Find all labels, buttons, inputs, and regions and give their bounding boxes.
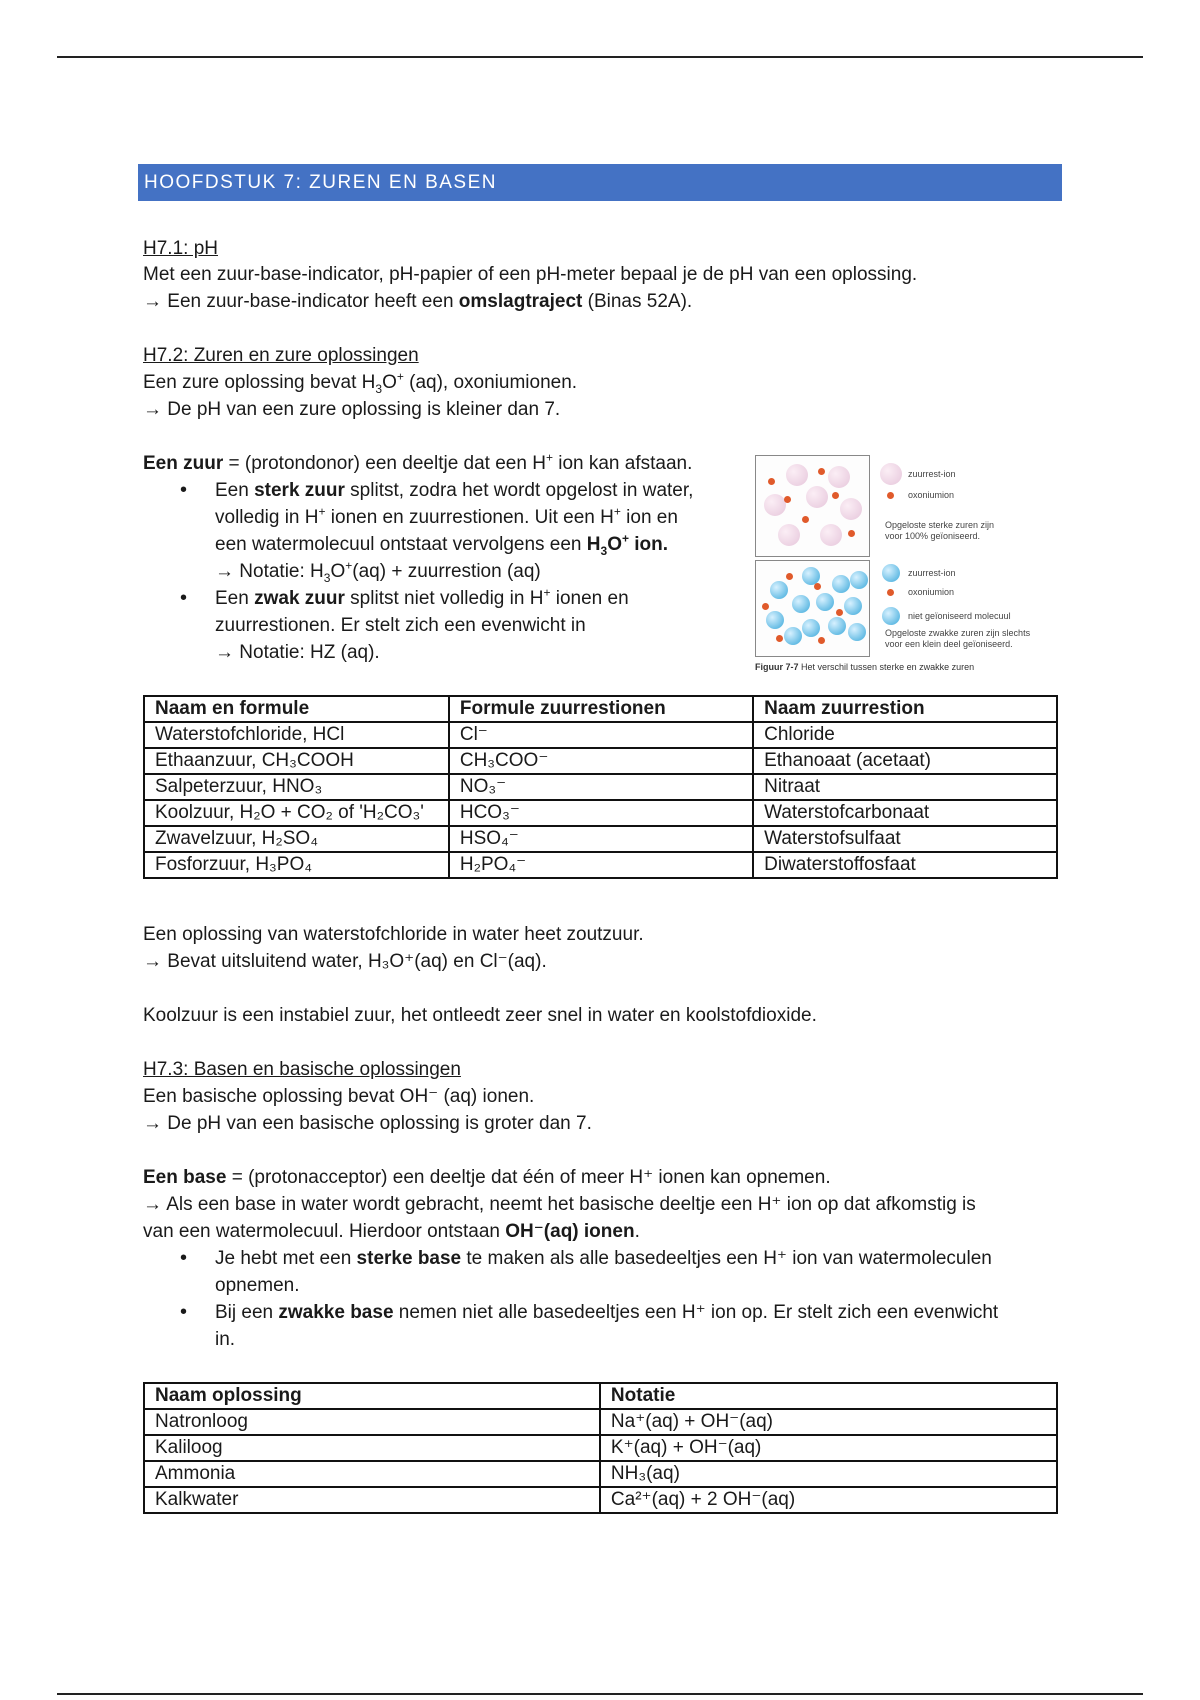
acid-ionization-figure: [755, 455, 1055, 680]
paragraph-ph-measure: Met een zuur-base-indicator, pH-papier of een pH-meter bepaal je de pH van een oplossing.: [143, 264, 918, 285]
table-cell: Ammonia: [144, 1461, 600, 1487]
header-cell: Formule zuurrestionen: [449, 696, 753, 722]
legend-note: Opgeloste sterke zuren zijn: [885, 520, 995, 530]
legend-text: oxoniumion: [908, 490, 955, 500]
table-row: [144, 826, 1057, 852]
table-cell: Kalkwater: [144, 1487, 600, 1513]
strong-acid-illustration: [755, 455, 870, 557]
strong-acid-line-1: Een sterk zuur splitst, zodra het wordt opgelost in water,: [215, 480, 694, 501]
zuurrest-ion-legend-icon: [880, 463, 902, 485]
table-cell: Chloride: [753, 722, 1057, 748]
header-cell: Naam en formule: [144, 696, 449, 722]
table-cell: Waterstofsulfaat: [753, 826, 1057, 852]
weak-base-line-2: in.: [215, 1329, 236, 1350]
section-heading-7-3: H7.3: Basen en basische oplossingen: [143, 1059, 461, 1080]
legend-text: oxoniumion: [908, 587, 955, 597]
weak-acid-notation: → Notatie: HZ (aq).: [215, 642, 380, 663]
base-definition: Een base = (protonacceptor) een deeltje dat één of meer H⁺ ionen kan opnemen.: [143, 1167, 831, 1188]
table-cell: Nitraat: [753, 774, 1057, 800]
legend-note: voor 100% geïoniseerd.: [885, 531, 981, 541]
chapter-title-banner: HOOFDSTUK 7: ZUREN EN BASEN: [138, 164, 1062, 201]
table-cell: Fosforzuur, H₃PO₄: [144, 852, 449, 878]
table-row: [144, 748, 1057, 774]
table-cell: Cl⁻: [449, 722, 753, 748]
strong-acid-notation: → Notatie: $H_3O^+(aq)$ + zuurrestion (aq): [215, 558, 541, 585]
table-cell: HSO₄⁻: [449, 826, 753, 852]
section-heading-7-2: H7.2: Zuren en zure oplossingen: [143, 345, 419, 366]
header-cell: Notatie: [600, 1383, 1057, 1409]
table-cell: H₂PO₄⁻: [449, 852, 753, 878]
table-row: [144, 852, 1057, 878]
table-row: [144, 1461, 1057, 1487]
table-cell: NH₃(aq): [600, 1461, 1057, 1487]
legend-text: zuurrest-ion: [908, 568, 956, 578]
table-cell: Kaliloog: [144, 1435, 600, 1461]
strong-base-line-1: Je hebt met een sterke base te maken als alle basedeeltjes een H⁺ ion van watermoleculen: [215, 1248, 992, 1269]
table-row: [144, 774, 1057, 800]
weak-base-line-1: Bij een zwakke base nemen niet alle basedeeltjes een H⁺ ion op. Er stelt zich een evenwicht: [215, 1302, 999, 1323]
bullet: •: [180, 587, 188, 609]
oxoniumion-legend-icon: [887, 492, 894, 499]
strong-acid-line-2: volledig in H+ ionen en zuurrestionen. Uit een H+ ion en: [215, 504, 678, 528]
figure-caption: Figuur 7-7 Het verschil tussen sterke en zwakke zuren: [755, 662, 975, 672]
table-row: [144, 1487, 1057, 1513]
table-cell: Na⁺(aq) + OH⁻(aq): [600, 1409, 1057, 1435]
strong-acid-line-3: een watermolecuul ontstaat vervolgens een $H_3O^+$ ion.: [215, 531, 669, 558]
weak-acid-line-1: Een zwak zuur splitst niet volledig in H+ ionen en: [215, 585, 629, 609]
paragraph-koolzuur: Koolzuur is een instabiel zuur, het ontleedt zeer snel in water en koolstofdioxide.: [143, 1005, 817, 1026]
oxoniumion-legend-icon: [887, 589, 894, 596]
molecule-legend-icon: [882, 607, 900, 625]
paragraph-base-solution: Een basische oplossing bevat OH⁻ (aq) ionen.: [143, 1086, 535, 1107]
base-explanation-line-2: van een watermolecuul. Hierdoor ontstaan OH⁻(aq) ionen.: [143, 1221, 640, 1242]
table-cell: Salpeterzuur, HNO₃: [144, 774, 449, 800]
header-cell: Naam zuurrestion: [753, 696, 1057, 722]
table-cell: Ethaanzuur, CH₃COOH: [144, 748, 449, 774]
acid-definition: Een zuur = (protondonor) een deeltje dat een H+ ion kan afstaan.: [143, 450, 693, 474]
base-explanation-line-1: → Als een base in water wordt gebracht, neemt het basische deeltje een H⁺ ion op dat afkomstig is: [143, 1194, 976, 1215]
weak-acid-line-2: zuurrestionen. Er stelt zich een evenwicht in: [215, 615, 586, 636]
paragraph-zoutzuur: Een oplossing van waterstofchloride in water heet zoutzuur.: [143, 924, 644, 945]
paragraph-acid-ph: → De pH van een zure oplossing is kleiner dan 7.: [143, 399, 561, 420]
acid-table: [143, 695, 1058, 879]
table-cell: Waterstofchloride, HCl: [144, 722, 449, 748]
bottom-rule: [57, 1693, 1143, 1695]
table-header-row: [144, 1383, 1057, 1409]
legend-note: voor een klein deel geïoniseerd.: [885, 639, 1013, 649]
strong-base-line-2: opnemen.: [215, 1275, 300, 1296]
header-cell: Naam oplossing: [144, 1383, 600, 1409]
table-cell: NO₃⁻: [449, 774, 753, 800]
legend-note: Opgeloste zwakke zuren zijn slechts: [885, 628, 1031, 638]
table-row: [144, 722, 1057, 748]
table-cell: Ethanoaat (acetaat): [753, 748, 1057, 774]
table-cell: Natronloog: [144, 1409, 600, 1435]
weak-acid-illustration: [755, 560, 870, 657]
table-row: [144, 800, 1057, 826]
paragraph-indicator: → Een zuur-base-indicator heeft een omslagtraject (Binas 52A).: [143, 291, 693, 312]
table-cell: Diwaterstoffosfaat: [753, 852, 1057, 878]
bullet: •: [180, 1247, 188, 1269]
paragraph-zoutzuur-contents: → Bevat uitsluitend water, H₃O⁺(aq) en Cl⁻(aq).: [143, 951, 547, 972]
bullet: •: [180, 1301, 188, 1323]
paragraph-base-ph: → De pH van een basische oplossing is groter dan 7.: [143, 1113, 592, 1134]
zuurrest-ion-legend-icon: [882, 564, 900, 582]
section-heading-7-1: H7.1: pH: [143, 238, 218, 259]
legend-text: niet geïoniseerd molecuul: [908, 611, 1011, 621]
legend-text: zuurrest-ion: [908, 469, 956, 479]
table-cell: Koolzuur, H₂O + CO₂ of 'H₂CO₃': [144, 800, 449, 826]
table-cell: HCO₃⁻: [449, 800, 753, 826]
paragraph-acid-solution: Een zure oplossing bevat $H_3O^+$ (aq), oxoniumionen.: [143, 369, 578, 396]
table-row: [144, 1409, 1057, 1435]
table-cell: Waterstofcarbonaat: [753, 800, 1057, 826]
table-row: [144, 1435, 1057, 1461]
table-cell: Zwavelzuur, H₂SO₄: [144, 826, 449, 852]
table-header-row: [144, 696, 1057, 722]
table-cell: CH₃COO⁻: [449, 748, 753, 774]
table-cell: Ca²⁺(aq) + 2 OH⁻(aq): [600, 1487, 1057, 1513]
bullet: •: [180, 479, 188, 501]
top-rule: [57, 56, 1143, 58]
base-table: [143, 1382, 1058, 1514]
table-cell: K⁺(aq) + OH⁻(aq): [600, 1435, 1057, 1461]
